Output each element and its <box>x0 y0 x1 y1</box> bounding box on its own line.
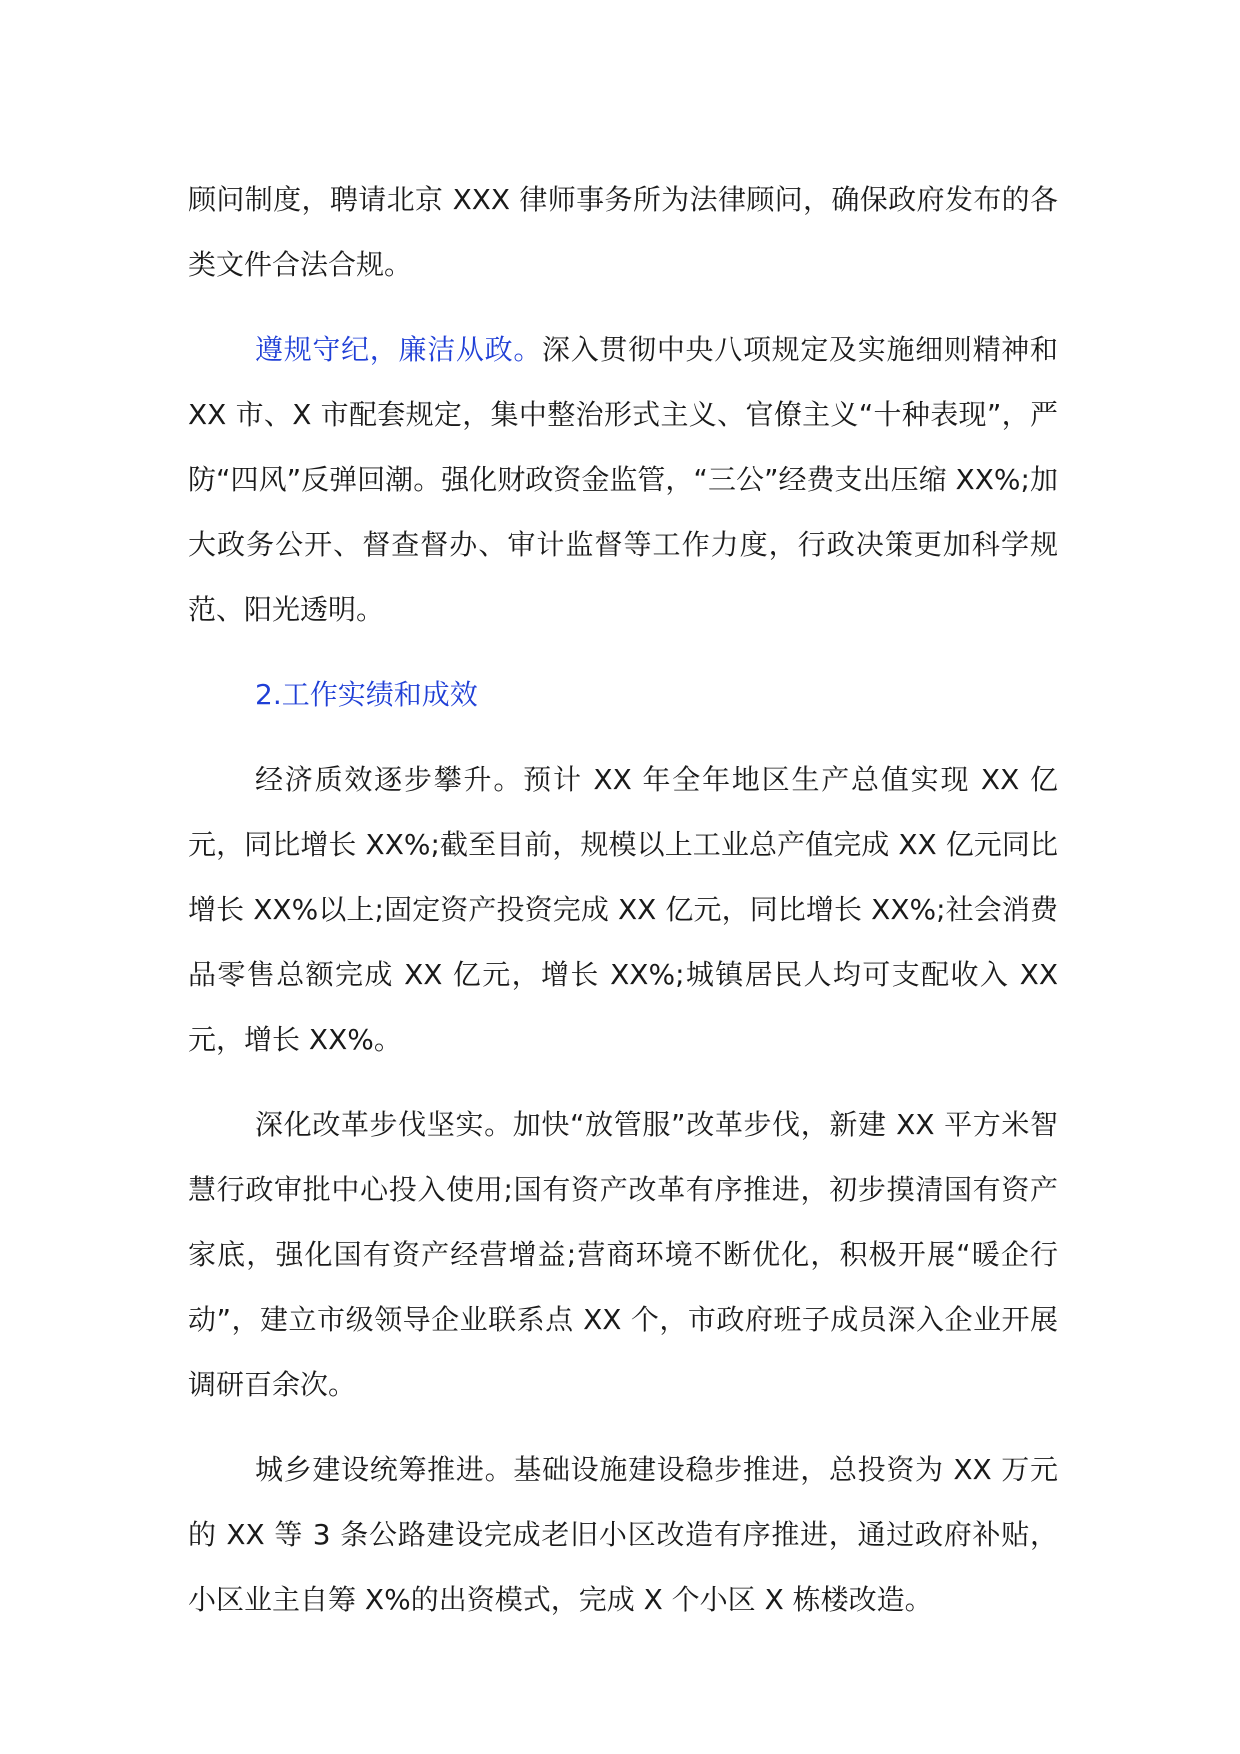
paragraph-text: 深化改革步伐坚实。加快“放管服”改革步伐，新建 XX 平方米智慧行政审批中心投入使用;国有资产改革有序推进，初步摸清国有资产家底，强化国有资产经营增益;营商环境不断优化，积极开展“暖企行动”，建立市级领导企业联系点 XX 个，市政府班子成员深入企业开展调研百余次。 <box>188 1108 1058 1401</box>
paragraph-text: 经济质效逐步攀升。预计 XX 年全年地区生产总值实现 XX 亿元，同比增长 XX%;截至目前，规模以上工业总产值完成 XX 亿元同比增长 XX%以上;固定资产投资完成 XX 亿元，同比增长 XX%;社会消费品零售总额完成 XX 亿元，增长 XX%;城镇居民人均可支配收入 XX 元，增长 XX%。 <box>188 763 1058 1056</box>
paragraph-text: 顾问制度，聘请北京 XXX 律师事务所为法律顾问，确保政府发布的各类文件合法合规。 <box>188 183 1058 281</box>
paragraph-lead-heading: 遵规守纪，廉洁从政。 <box>255 333 543 366</box>
paragraph-reform <box>188 1092 1058 1417</box>
paragraph-discipline <box>188 317 1058 642</box>
paragraph-text: 深入贯彻中央八项规定及实施细则精神和 XX 市、X 市配套规定，集中整治形式主义、官僚主义“十种表现”，严防“四风”反弹回潮。强化财政资金监管，“三公”经费支出压缩 XX%;加大政务公开、督查督办、审计监督等工作力度，行政决策更加科学规范、阳光透明。 <box>188 333 1058 626</box>
paragraph-economy <box>188 747 1058 1072</box>
paragraph-urban-rural <box>188 1437 1058 1632</box>
document-body <box>188 167 1058 1652</box>
section-heading: 2.工作实绩和成效 <box>255 678 478 711</box>
paragraph-text: 城乡建设统筹推进。基础设施建设稳步推进，总投资为 XX 万元的 XX 等 3 条公路建设完成老旧小区改造有序推进，通过政府补贴，小区业主自筹 X%的出资模式，完成 X 个小区 X 栋楼改造。 <box>188 1453 1058 1616</box>
paragraph-legal-advisor <box>188 167 1058 297</box>
